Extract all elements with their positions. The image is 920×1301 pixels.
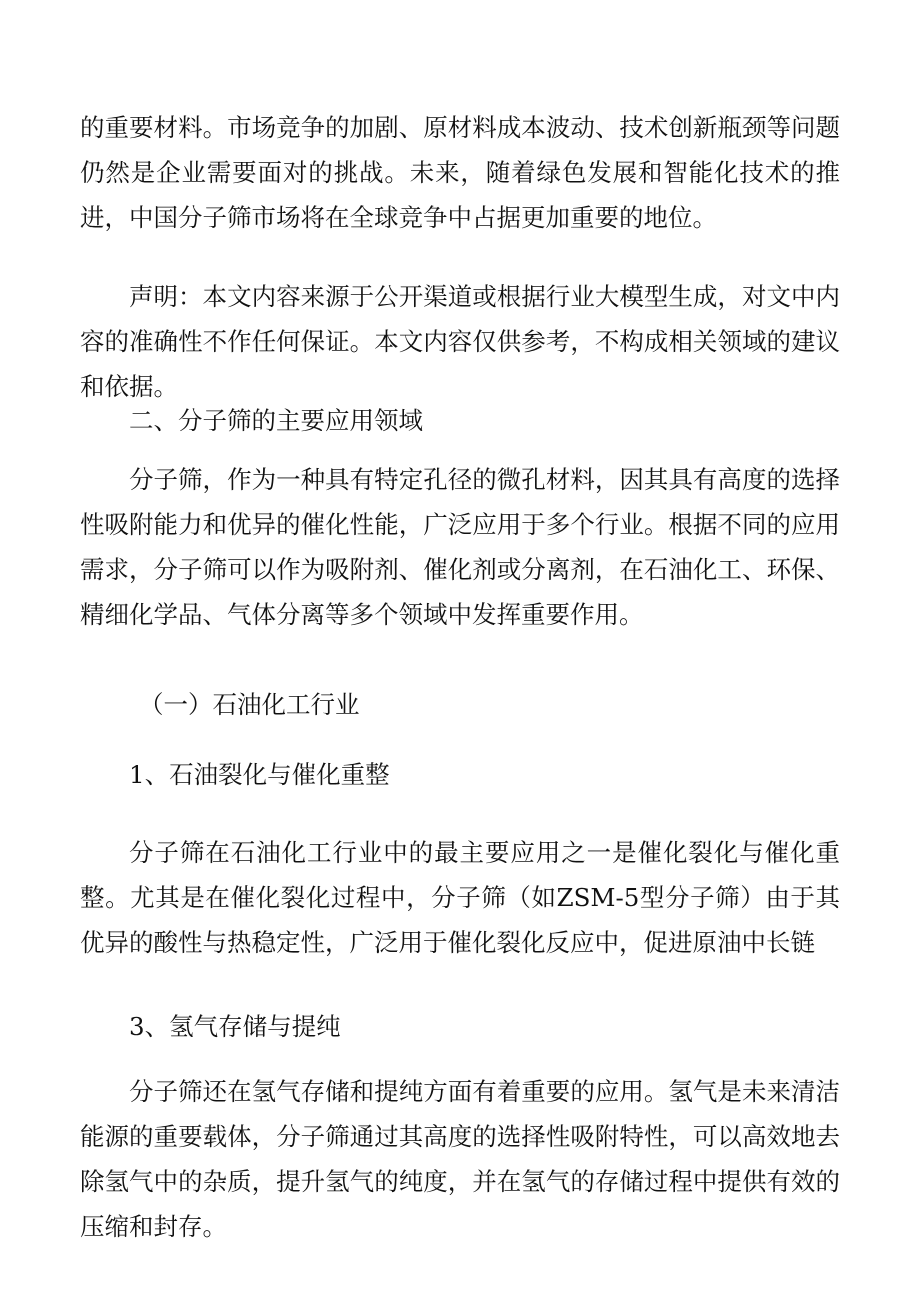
subsection-heading-petrochemical: （一）石油化工行业	[139, 690, 360, 719]
paragraph-hydrogen: 分子筛还在氢气存储和提纯方面有着重要的应用。氢气是未来清洁能源的重要载体，分子筛通过其高度的选择性吸附特性，可以高效地去除氢气中的杂质，提升氢气的纯度，并在氢气的存储过程中提供有效的压缩和封存。	[80, 1077, 840, 1241]
paragraph-cracking-reforming: 分子筛在石油化工行业中的最主要应用之一是催化裂化与催化重整。尤其是在催化裂化过程中，分子筛（如ZSM-5型分子筛）由于其优异的酸性与热稳定性，广泛用于催化裂化反应中，促进原油中长链	[80, 838, 840, 957]
item-heading-cracking-reforming: 1、石油裂化与催化重整	[129, 760, 390, 789]
section-heading-applications: 二、分子筛的主要应用领域	[129, 406, 423, 435]
paragraph-market-challenges: 的重要材料。市场竞争的加剧、原材料成本波动、技术创新瓶颈等问题仍然是企业需要面对的挑战。未来，随着绿色发展和智能化技术的推进，中国分子筛市场将在全球竞争中占据更加重要的地位。	[80, 113, 840, 232]
item-heading-hydrogen: 3、氢气存储与提纯	[129, 1012, 341, 1041]
disclaimer-paragraph: 声明：本文内容来源于公开渠道或根据行业大模型生成，对文中内容的准确性不作任何保证。本文内容仅供参考，不构成相关领域的建议和依据。	[80, 282, 840, 401]
paragraph-applications-intro: 分子筛，作为一种具有特定孔径的微孔材料，因其具有高度的选择性吸附能力和优异的催化性能，广泛应用于多个行业。根据不同的应用需求，分子筛可以作为吸附剂、催化剂或分离剂，在石油化工、环保、精细化学品、气体分离等多个领域中发挥重要作用。	[80, 465, 840, 629]
